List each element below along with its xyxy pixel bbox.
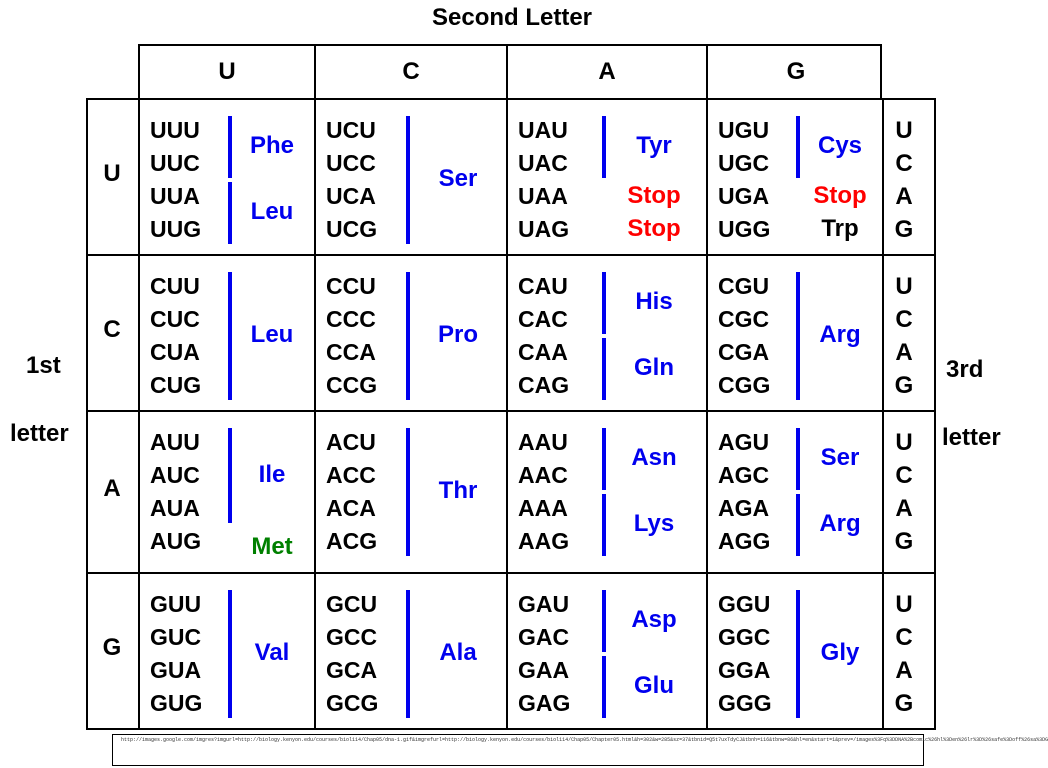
codon-cua: CUA	[150, 339, 200, 365]
third-letter-u: U	[895, 273, 913, 300]
third-letter-u: U	[895, 429, 913, 456]
first-letter-g: G	[102, 634, 122, 661]
third-letter-a: A	[895, 339, 913, 366]
codon-cgu: CGU	[718, 273, 770, 299]
codon-uag: UAG	[518, 216, 570, 242]
codon-ccu: CCU	[326, 273, 376, 299]
group-bracket	[602, 116, 606, 178]
amino-acid-arg: Arg	[819, 510, 861, 537]
codon-uau: UAU	[518, 117, 568, 143]
codon-uca: UCA	[326, 183, 376, 209]
codon-guc: GUC	[150, 624, 202, 650]
column-divider	[314, 100, 316, 728]
codon-gaa: GAA	[518, 657, 570, 683]
codon-cag: CAG	[518, 372, 570, 398]
third-letter-u: U	[895, 117, 913, 144]
codon-ucg: UCG	[326, 216, 378, 242]
amino-acid-asp: Asp	[631, 606, 677, 633]
amino-acid-cys: Cys	[817, 132, 863, 159]
codon-cgc: CGC	[718, 306, 770, 332]
codon-cca: CCA	[326, 339, 376, 365]
group-bracket	[602, 428, 606, 490]
codon-ugu: UGU	[718, 117, 770, 143]
column-divider	[506, 100, 508, 728]
row-divider	[88, 410, 934, 412]
codon-uuc: UUC	[150, 150, 200, 176]
codon-gga: GGA	[718, 657, 771, 683]
third-letter-label-line1: 3rd	[946, 356, 984, 383]
amino-acid-gln: Gln	[634, 354, 674, 381]
second-letter-c: C	[316, 46, 508, 98]
amino-acid-tyr: Tyr	[636, 132, 672, 159]
codon-aua: AUA	[150, 495, 200, 521]
amino-acid-met: Met	[251, 532, 293, 560]
row-divider	[88, 572, 934, 574]
codon-gcu: GCU	[326, 591, 378, 617]
codon-ggc: GGC	[718, 624, 771, 650]
codon-cga: CGA	[718, 339, 770, 365]
codon-gcc: GCC	[326, 624, 378, 650]
first-letter-label-line1: 1st	[26, 352, 61, 379]
group-bracket	[602, 272, 606, 334]
first-letter-u: U	[103, 160, 121, 187]
codon-agc: AGC	[718, 462, 770, 488]
codon-ugc: UGC	[718, 150, 770, 176]
amino-acid-trp: Trp	[821, 214, 859, 242]
codon-agg: AGG	[718, 528, 771, 554]
codon-gac: GAC	[518, 624, 570, 650]
codon-uug: UUG	[150, 216, 202, 242]
second-letter-title: Second Letter	[431, 4, 593, 31]
group-bracket	[406, 116, 410, 244]
codon-aca: ACA	[326, 495, 376, 521]
codon-ccg: CCG	[326, 372, 378, 398]
second-letter-a: A	[508, 46, 708, 98]
codon-uac: UAC	[518, 150, 568, 176]
amino-acid-ser: Ser	[438, 165, 478, 192]
codon-uuu: UUU	[150, 117, 200, 143]
third-letter-a: A	[895, 183, 913, 210]
first-letter-a: A	[103, 475, 121, 502]
third-letter-label-line2: letter	[942, 424, 1001, 451]
third-letter-c: C	[895, 462, 913, 489]
amino-acid-phe: Phe	[249, 132, 294, 159]
column-divider	[706, 100, 708, 728]
codon-auu: AUU	[150, 429, 200, 455]
codon-ggu: GGU	[718, 591, 771, 617]
amino-acid-gly: Gly	[820, 639, 860, 666]
amino-acid-thr: Thr	[438, 477, 478, 504]
first-letter-label-line2: letter	[10, 420, 69, 447]
group-bracket	[406, 272, 410, 400]
third-letter-a: A	[895, 657, 913, 684]
codon-ggg: GGG	[718, 690, 772, 716]
codon-aau: AAU	[518, 429, 568, 455]
group-bracket	[406, 428, 410, 556]
column-divider	[138, 100, 140, 728]
codon-auc: AUC	[150, 462, 200, 488]
third-letter-a: A	[895, 495, 913, 522]
first-letter-c: C	[103, 316, 121, 343]
third-letter-g: G	[894, 528, 914, 555]
codon-caa: CAA	[518, 339, 568, 365]
group-bracket	[406, 590, 410, 718]
codon-cuu: CUU	[150, 273, 200, 299]
second-letter-g: G	[786, 58, 806, 85]
group-bracket	[602, 656, 606, 718]
third-letter-c: C	[895, 150, 913, 177]
codon-gua: GUA	[150, 657, 202, 683]
amino-acid-asn: Asn	[631, 444, 677, 471]
amino-acid-his: His	[635, 288, 673, 315]
codon-acg: ACG	[326, 528, 378, 554]
amino-acid-leu: Leu	[250, 321, 294, 348]
third-letter-c: C	[895, 624, 913, 651]
amino-acid-leu: Leu	[250, 198, 294, 225]
amino-acid-ala: Ala	[439, 639, 477, 666]
amino-acid-ile: Ile	[258, 460, 286, 488]
codon-cac: CAC	[518, 306, 568, 332]
codon-cug: CUG	[150, 372, 202, 398]
group-bracket	[602, 590, 606, 652]
codon-agu: AGU	[718, 429, 770, 455]
second-letter-header	[138, 44, 882, 98]
codon-cgg: CGG	[718, 372, 771, 398]
amino-acid-pro: Pro	[437, 321, 478, 348]
codon-acc: ACC	[326, 462, 376, 488]
amino-acid-glu: Glu	[634, 672, 674, 699]
codon-guu: GUU	[150, 591, 202, 617]
codon-uua: UUA	[150, 183, 200, 209]
codon-aug: AUG	[150, 528, 202, 554]
codon-uga: UGA	[718, 183, 770, 209]
amino-acid-stop: Stop	[627, 181, 681, 209]
codon-gag: GAG	[518, 690, 571, 716]
third-letter-g: G	[894, 690, 914, 717]
second-letter-u: U	[140, 46, 316, 98]
codon-aag: AAG	[518, 528, 570, 554]
amino-acid-ser: Ser	[820, 444, 860, 471]
source-url: http://images.google.com/imgres?imgurl=http://biology.kenyon.edu/courses/biol114/Chap05/dna-1.gif&imgrefurl=http://biology.kenyon.edu/courses/biol114/Chap05/Chapter05.html&h=302&w=285&sz=37&tbnid=Q5t7uxTdyCJ&tbnh=116&tbnw=86&hl=en&start=1&prev=/images%3Fq%3DDNA%2Bcomic%26hl%3Den%26lr%3D%26safe%3Doff%26sa%3DG	[121, 737, 1048, 743]
codon-gcg: GCG	[326, 690, 379, 716]
codon-cau: CAU	[518, 273, 568, 299]
codon-gca: GCA	[326, 657, 378, 683]
group-bracket	[602, 494, 606, 556]
amino-acid-stop: Stop	[627, 214, 681, 242]
third-letter-u: U	[895, 591, 913, 618]
codon-gug: GUG	[150, 690, 203, 716]
codon-cuc: CUC	[150, 306, 200, 332]
amino-acid-val: Val	[254, 639, 290, 666]
amino-acid-arg: Arg	[819, 321, 861, 348]
codon-aaa: AAA	[518, 495, 568, 521]
codon-aac: AAC	[518, 462, 568, 488]
third-letter-g: G	[894, 372, 914, 399]
codon-aga: AGA	[718, 495, 770, 521]
codon-ucc: UCC	[326, 150, 376, 176]
codon-gau: GAU	[518, 591, 570, 617]
source-url-box	[112, 734, 1048, 766]
third-letter-g: G	[894, 216, 914, 243]
codon-acu: ACU	[326, 429, 376, 455]
codon-ugg: UGG	[718, 216, 771, 242]
codon-ccc: CCC	[326, 306, 376, 332]
amino-acid-lys: Lys	[633, 510, 675, 537]
codon-ucu: UCU	[326, 117, 376, 143]
codon-uaa: UAA	[518, 183, 568, 209]
amino-acid-stop: Stop	[813, 181, 867, 209]
row-divider	[88, 254, 934, 256]
group-bracket	[602, 338, 606, 400]
third-letter-c: C	[895, 306, 913, 333]
